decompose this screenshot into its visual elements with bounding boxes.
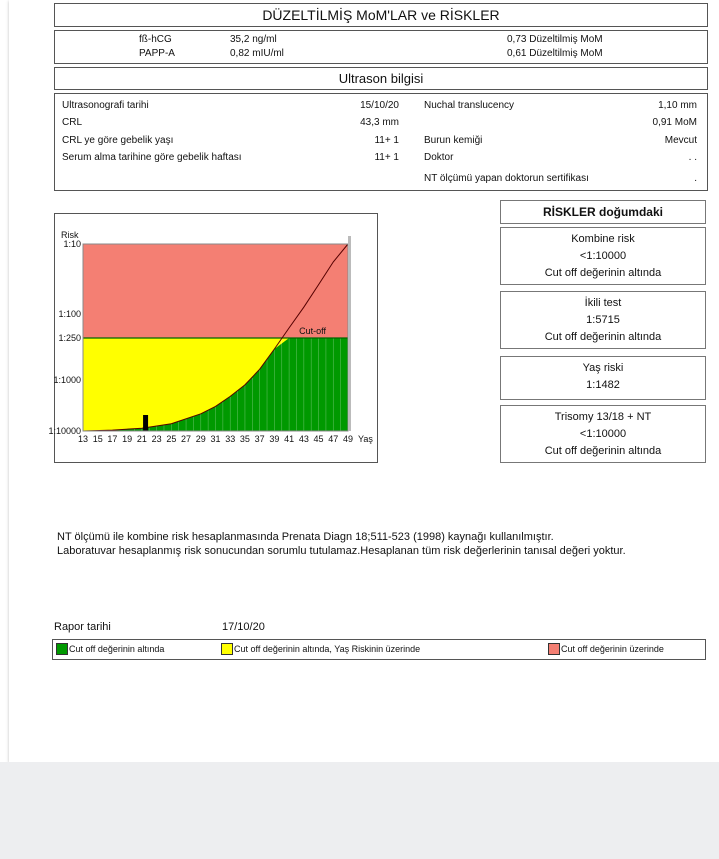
risk-block bbox=[500, 227, 706, 285]
risk-title: Trisomy 13/18 + NT bbox=[554, 411, 652, 423]
marker-name: fß-hCG bbox=[139, 34, 172, 45]
x-tick-label: 47 bbox=[328, 434, 339, 444]
ultrasound-value2: . . bbox=[688, 152, 697, 163]
note-line: NT ölçümü ile kombine risk hesaplanmasında Prenata Diagn 18;511-523 (1998) kaynağı kullanılmıştır. bbox=[57, 531, 554, 543]
marker-value: 35,2 ng/ml bbox=[230, 34, 277, 45]
y-tick-label: 1:10 bbox=[63, 239, 81, 249]
plot-edge bbox=[348, 236, 351, 431]
ultrasound-value2: 0,91 MoM bbox=[652, 117, 697, 128]
x-tick-label: 25 bbox=[166, 434, 177, 444]
ultrasound-title: Ultrason bilgisi bbox=[338, 71, 424, 86]
risks-title-box bbox=[500, 200, 706, 224]
ultrasound-label2: NT ölçümü yapan doktorun sertifikası bbox=[424, 173, 589, 184]
y-tick-label: 1:10000 bbox=[48, 426, 81, 436]
ultrasound-value: 15/10/20 bbox=[360, 100, 399, 111]
risk-block bbox=[500, 356, 706, 400]
ultrasound-title-box bbox=[54, 67, 708, 90]
y-tick-label: 1:100 bbox=[58, 309, 81, 319]
ultrasound-label: Ultrasonografi tarihi bbox=[62, 100, 149, 111]
ultrasound-label2: Doktor bbox=[424, 152, 454, 163]
ultrasound-value2: 1,10 mm bbox=[658, 100, 697, 111]
x-tick-label: 15 bbox=[92, 434, 103, 444]
ultrasound-label2: Burun kemiği bbox=[424, 135, 483, 146]
risk-note: Cut off değerinin altında bbox=[544, 445, 662, 457]
risk-value: <1:10000 bbox=[579, 428, 627, 440]
ultrasound-label: Serum alma tarihine göre gebelik haftası bbox=[62, 152, 242, 163]
legend-swatch-yellow bbox=[221, 643, 233, 655]
marker-mom: 0,61 Düzeltilmiş MoM bbox=[507, 48, 603, 59]
ultrasound-label2: Nuchal translucency bbox=[424, 100, 515, 111]
ultrasound-label: CRL ye göre gebelik yaşı bbox=[62, 135, 174, 146]
x-tick-label: 41 bbox=[284, 434, 295, 444]
background-area bbox=[0, 762, 719, 859]
risk-title: İkili test bbox=[584, 297, 622, 309]
risk-title: Kombine risk bbox=[571, 233, 635, 245]
risk-value: 1:1482 bbox=[586, 379, 620, 391]
x-axis-label: Yaş bbox=[358, 434, 373, 444]
page-title: DÜZELTİLMİŞ MoM'LAR ve RİSKLER bbox=[262, 7, 500, 23]
x-tick-label: 31 bbox=[210, 434, 221, 444]
risk-title: Yaş riski bbox=[582, 362, 624, 374]
legend-label: Cut off değerinin altında bbox=[69, 644, 165, 654]
risk-chart bbox=[48, 213, 378, 463]
x-tick-label: 39 bbox=[269, 434, 280, 444]
x-tick-label: 17 bbox=[107, 434, 118, 444]
high-risk-zone bbox=[83, 244, 348, 338]
ultrasound-table bbox=[54, 93, 708, 191]
risk-note: Cut off değerinin altında bbox=[544, 267, 662, 279]
risk-block bbox=[500, 291, 706, 349]
risk-value: <1:10000 bbox=[579, 250, 627, 262]
marker-value: 0,82 mIU/ml bbox=[230, 48, 284, 59]
cutoff-label: Cut-off bbox=[299, 326, 326, 336]
note-line: Laboratuvar hesaplanmış risk sonucundan sorumlu tutulamaz.Hesaplanan tüm risk değerlerinin tanısal değeri yoktur. bbox=[57, 545, 626, 557]
legend-label: Cut off değerinin üzerinde bbox=[561, 644, 664, 654]
ultrasound-value2: . bbox=[694, 173, 697, 184]
x-tick-label: 27 bbox=[181, 434, 192, 444]
x-tick-label: 33 bbox=[225, 434, 236, 444]
x-tick-label: 21 bbox=[136, 434, 147, 444]
risk-chart-svg bbox=[48, 214, 377, 462]
marker-name: PAPP-A bbox=[139, 48, 175, 59]
marker-mom: 0,73 Düzeltilmiş MoM bbox=[507, 34, 603, 45]
y-tick-label: 1:1000 bbox=[53, 375, 81, 385]
risks-title: RİSKLER doğumdaki bbox=[542, 205, 663, 219]
legend-swatch-green bbox=[56, 643, 68, 655]
ultrasound-value: 11+ 1 bbox=[374, 135, 399, 146]
risk-value: 1:5715 bbox=[586, 314, 620, 326]
legend-swatch-red bbox=[548, 643, 560, 655]
x-tick-label: 45 bbox=[313, 434, 324, 444]
x-tick-label: 35 bbox=[239, 434, 250, 444]
ultrasound-label: CRL bbox=[62, 117, 83, 128]
x-tick-label: 19 bbox=[122, 434, 133, 444]
markers-box bbox=[54, 30, 708, 64]
report-date-value: 17/10/20 bbox=[222, 621, 265, 633]
x-tick-label: 13 bbox=[77, 434, 89, 444]
header-title-box bbox=[54, 3, 708, 27]
x-tick-label: 29 bbox=[195, 434, 206, 444]
y-tick-label: 1:250 bbox=[58, 333, 81, 343]
y-axis-label: Risk bbox=[61, 230, 79, 240]
x-tick-label: 37 bbox=[254, 434, 265, 444]
report-date-label: Rapor tarihi bbox=[54, 621, 111, 633]
risk-note: Cut off değerinin altında bbox=[544, 331, 662, 343]
legend-label: Cut off değerinin altında, Yaş Riskinin üzerinde bbox=[234, 644, 421, 654]
legend-box bbox=[52, 639, 706, 660]
patient-marker bbox=[143, 415, 148, 431]
risk-block bbox=[500, 405, 706, 463]
x-tick-label: 23 bbox=[151, 434, 162, 444]
ultrasound-value: 43,3 mm bbox=[360, 117, 399, 128]
x-tick-label: 43 bbox=[298, 434, 309, 444]
ultrasound-value: 11+ 1 bbox=[374, 152, 399, 163]
ultrasound-value2: Mevcut bbox=[664, 135, 697, 146]
x-tick-label: 49 bbox=[342, 434, 354, 444]
